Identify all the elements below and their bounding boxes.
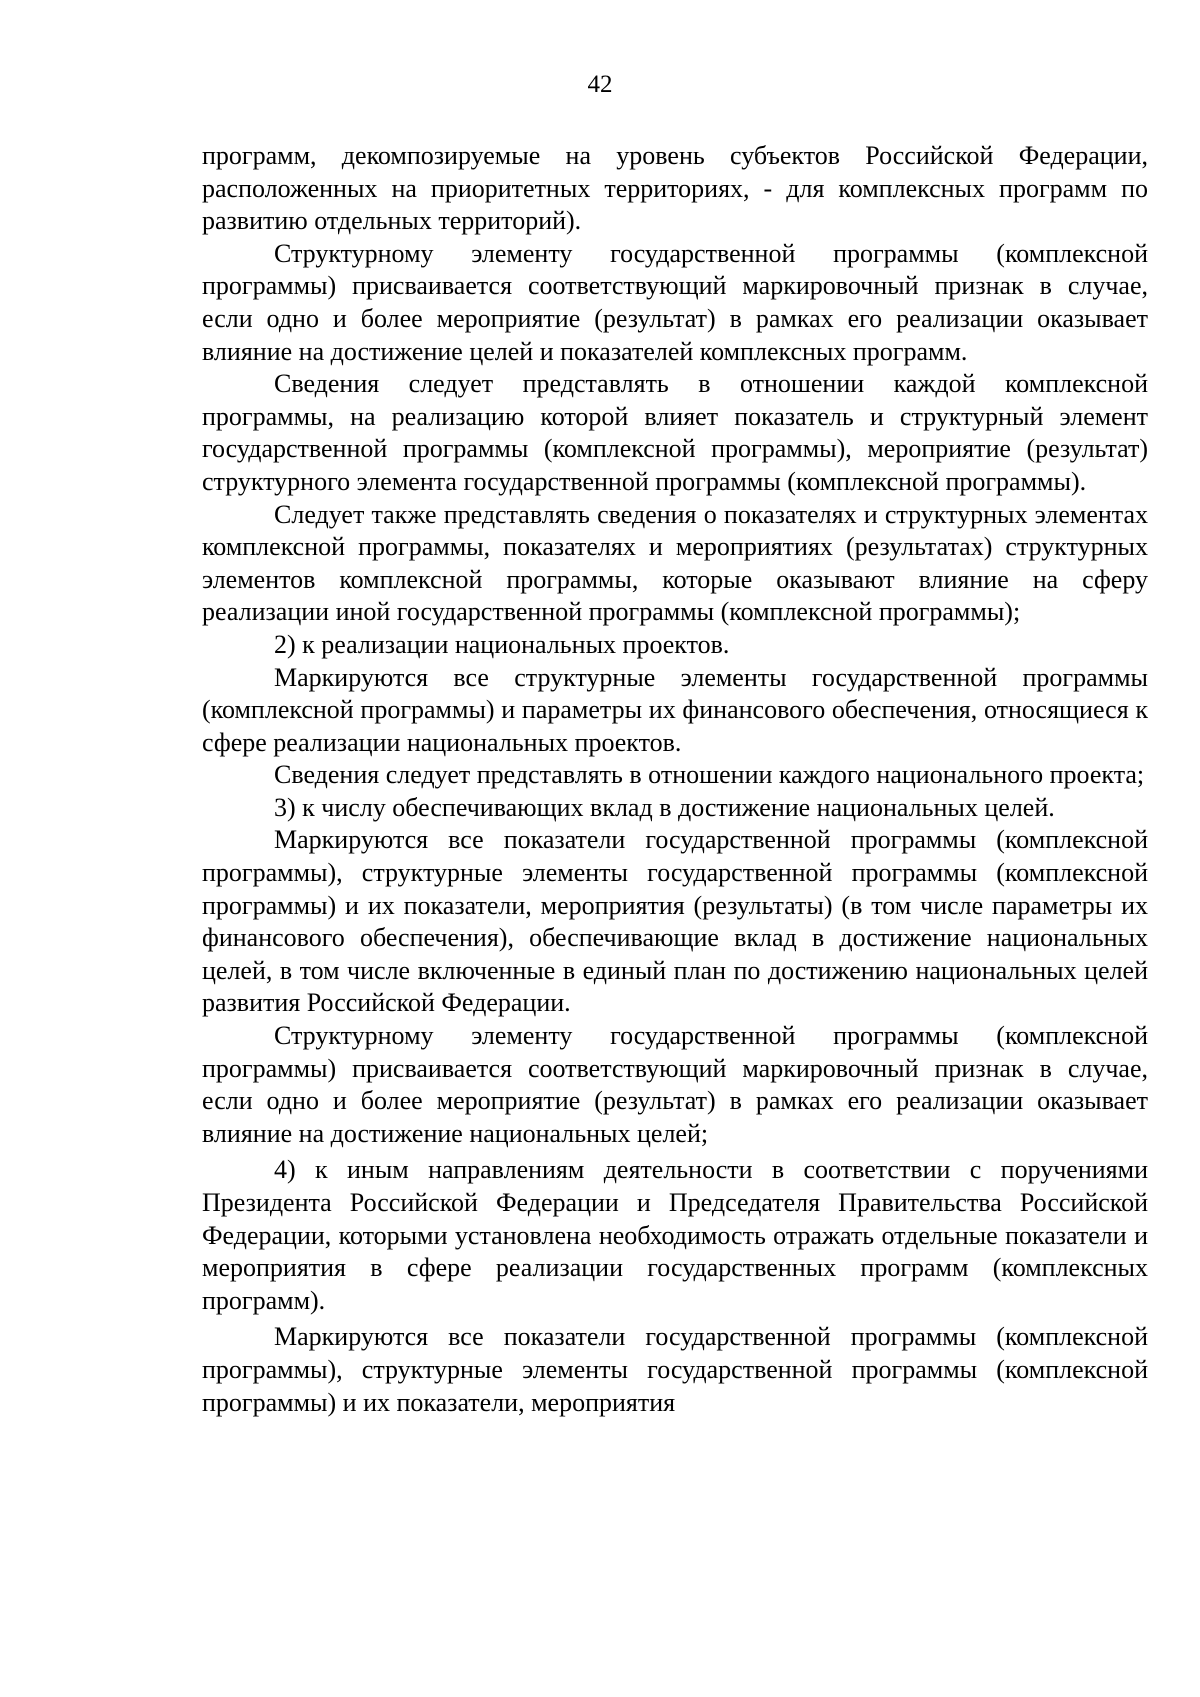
list-item-4: 4) к иным направлениям деятельности в соответствии с поручениями Президента Российской Федерации и Председателя Правительства Российской Федерации, которыми установлена необходимость отражать отдельные показатели и мероприятия в сфере реализации государственных программ (комплексных программ). [202,1155,1148,1315]
paragraph: Маркируются все показатели государственной программы (комплексной программы), структурные элементы государственной программы (комплексной программы) и их показатели, мероприятия (результаты) (в том числе параметры их финансового обеспечения), обеспечивающие вклад в достижение национальных целей, в том числе включенные в единый план по достижению национальных целей развития Российской Федерации. [202,825,1148,1018]
paragraph: Сведения следует представлять в отношении каждого национального проекта; [274,760,1145,790]
paragraph-continuation: программ, декомпозируемые на уровень субъектов Российской Федерации, расположенных на приоритетных территориях, - для комплексных программ по развитию отдельных территорий). [202,141,1148,236]
paragraph: Маркируются все структурные элементы государственной программы (комплексной программы) и параметры их финансового обеспечения, относящиеся к сфере реализации национальных проектов. [202,662,1148,757]
paragraph-trailing: Маркируются все показатели государственной программы (комплексной программы), структурные элементы государственной программы (комплексной программы) и их показатели, мероприятия [202,1322,1148,1417]
list-item-2: 2) к реализации национальных проектов. [274,629,730,659]
paragraph: Структурному элементу государственной программы (комплексной программы) присваивается соответствующий маркировочный признак в случае, если одно и более мероприятие (результат) в рамках его реализации оказывает влияние на достижение национальных целей; [202,1021,1148,1148]
page-number: 42 [587,71,613,98]
paragraph: Сведения следует представлять в отношении каждой комплексной программы, на реализацию которой влияет показатель и структурный элемент государственной программы (комплексной программы), мероприятие (результат) структурного элемента государственной программы (комплексной программы). [202,369,1148,496]
list-item-3: 3) к числу обеспечивающих вклад в достижение национальных целей. [274,792,1055,822]
paragraph: Следует также представлять сведения о показателях и структурных элементах комплексной программы, показателях и мероприятиях (результатах) структурных элементов комплексной программы, которые оказывают влияние на сферу реализации иной государственной программы (комплексной программы); [202,499,1148,627]
paragraph: Структурному элементу государственной программы (комплексной программы) присваивается соответствующий маркировочный признак в случае, если одно и более мероприятие (результат) в рамках его реализации оказывает влияние на достижение целей и показателей комплексных программ. [202,238,1148,366]
document-body [202,140,1148,1419]
